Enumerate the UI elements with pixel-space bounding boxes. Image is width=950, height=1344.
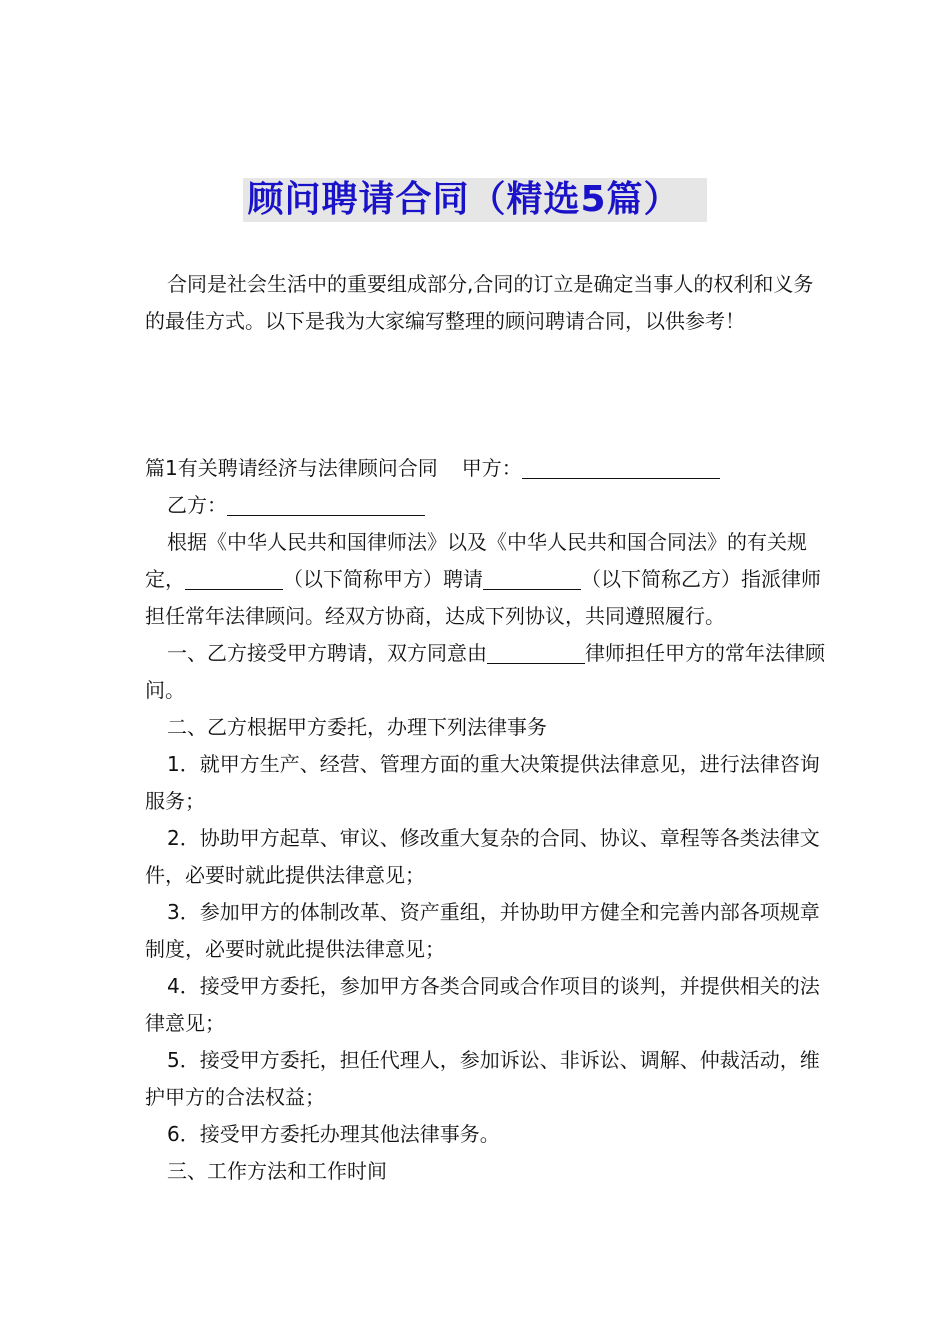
lawyer-name-blank[interactable] [487, 641, 585, 664]
party-b-line [145, 487, 825, 524]
basis-text-1: 根据《中华人民共和国律师法》以及《中华人民共和国合同法》的有关规定， [145, 530, 807, 591]
intro-paragraph: 合同是社会生活中的重要组成部分,合同的订立是确定当事人的权利和义务的最佳方式。以下是我为大家编写整理的顾问聘请合同，以供参考！ [145, 272, 814, 333]
client-name-blank[interactable] [185, 567, 283, 590]
clause-2: 二、乙方根据甲方委托，办理下列法律事务 [167, 715, 547, 739]
basis-text-3: （以下简称乙方）指派律师担任常年法律顾问。经双方协商，达成下列协议，共同遵照履行。 [145, 567, 821, 628]
list-item: 2．协助甲方起草、审议、修改重大复杂的合同、协议、章程等各类法律文件，必要时就此提供法律意见； [145, 826, 820, 887]
clause-1-text-1: 一、乙方接受甲方聘请，双方同意由 [167, 641, 487, 665]
document-title: 顾问聘请合同（精选5篇） [243, 178, 706, 222]
title-wrap [0, 178, 950, 222]
list-item: 6．接受甲方委托办理其他法律事务。 [167, 1122, 500, 1146]
basis-text-2: （以下简称甲方）聘请 [283, 567, 483, 591]
list-item: 1．就甲方生产、经营、管理方面的重大决策提供法律意见，进行法律咨询服务； [145, 752, 820, 813]
party-a-blank[interactable] [522, 456, 720, 479]
party-b-blank[interactable] [227, 493, 425, 516]
list-item: 4．接受甲方委托，参加甲方各类合同或合作项目的谈判，并提供相关的法律意见； [145, 974, 820, 1035]
party-b-label: 乙方： [167, 493, 227, 517]
list-item: 5．接受甲方委托，担任代理人，参加诉讼、非诉讼、调解、仲裁活动，维护甲方的合法权益； [145, 1048, 820, 1109]
list-item: 3．参加甲方的体制改革、资产重组，并协助甲方健全和完善内部各项规章制度，必要时就此提供法律意见； [145, 900, 820, 961]
clause-1 [145, 635, 825, 709]
party-a-label: 甲方： [461, 456, 522, 480]
firm-name-blank[interactable] [483, 567, 581, 590]
section-heading-line [145, 450, 825, 487]
basis-paragraph [145, 524, 825, 635]
clause-1-text-2: 律师担任甲方的常年法律顾问。 [145, 641, 825, 702]
section-heading: 篇1有关聘请经济与法律顾问合同 [145, 456, 438, 480]
clause-3: 三、工作方法和工作时间 [167, 1159, 387, 1183]
contract-section-1 [145, 450, 825, 1190]
intro-block [145, 266, 825, 340]
